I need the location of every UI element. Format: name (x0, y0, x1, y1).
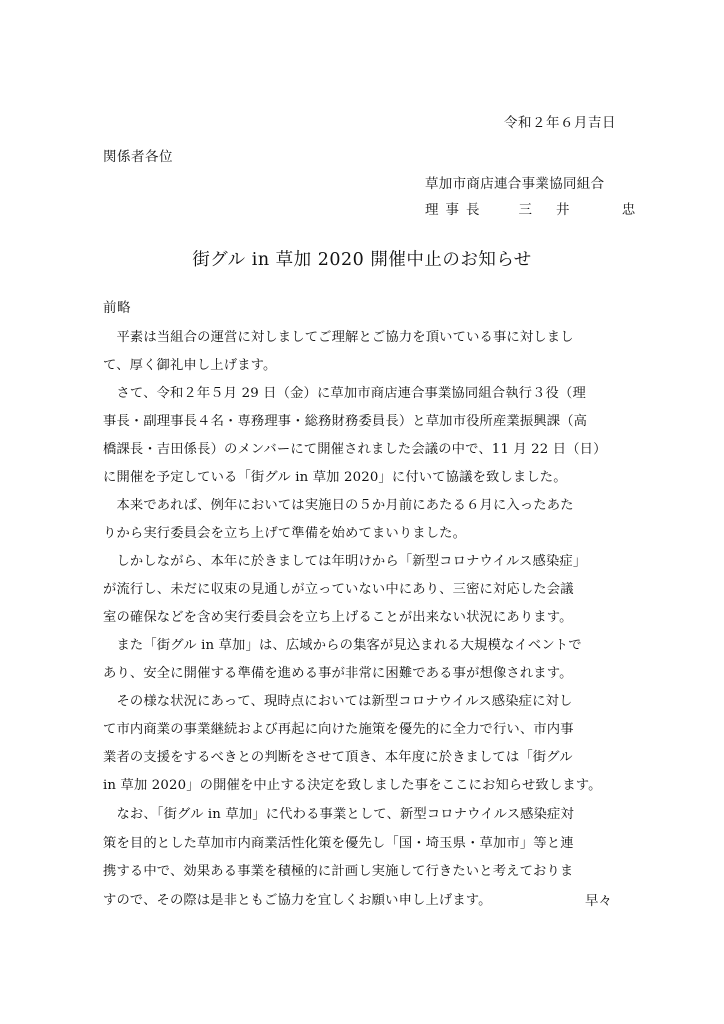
letter-date: 令和２年６月吉日 (504, 115, 616, 131)
sender-signature (425, 198, 659, 218)
body-line: なお、「街グル in 草加」に代わる事業として、新型コロナウイルス感染症対 (103, 807, 574, 822)
body-line: しかしながら、本年に於きましては年明けから「新型コロナウイルス感染症」 (103, 554, 587, 569)
body-line: また「街グル in 草加」は、広域からの集客が見込まれる大規模なイベントで (103, 638, 582, 653)
closing-remark: 早々 (585, 893, 612, 909)
body-line: in 草加 2020」の開催を中止する決定を致しました事をここにお知らせ致します。 (103, 778, 602, 793)
body-line: 携する中で、効果ある事業を積極的に計画し実施して行きたいと考えておりま (103, 864, 574, 879)
body-line: 橋課長・吉田係長）のメンバーにて開催されました会議の中で、11 月 22 日（日） (103, 442, 607, 457)
body-line: 本来であれば、例年においては実施日の５か月前にあたる６月に入ったあた (103, 498, 574, 513)
body-line: 策を目的とした草加市内商業活性化策を優先し「国・埼玉県・草加市」等と連 (103, 836, 574, 851)
recipient: 関係者各位 (103, 149, 173, 165)
sender-organization: 草加市商店連合事業協同組合 (425, 176, 605, 192)
greeting: 前略 (103, 300, 131, 316)
sender-role: 理事長 (425, 202, 487, 218)
body-line: て市内商業の事業継続および再起に向けた施策を優先的に全力で行い、市内事 (103, 722, 574, 737)
body-line: その様な状況にあって、現時点においては新型コロナウイルス感染症に対し (103, 694, 573, 709)
body-line: 室の確保などを含め実行委員会を立ち上げることが出来ない状況にあります。 (103, 610, 573, 625)
body-line: りから実行委員会を立ち上げて準備を始めてまいりました。 (103, 526, 467, 541)
body-line: 平素は当組合の運営に対しましてご理解とご協力を頂いている事に対しまし (103, 330, 574, 345)
body-line: あり、安全に開催する準備を進める事が非常に困難である事が想像されます。 (103, 666, 573, 681)
body-line: さて、令和２年５月 29 日（金）に草加市商店連合事業協同組合執行３役（理 (103, 386, 586, 401)
body-line: 業者の支援をするべきとの判断をさせて頂き、本年度に於きましては「街グル (103, 750, 573, 765)
body-line: 事長・副理事長４名・専務理事・総務財務委員長）と草加市役所産業振興課（高 (103, 414, 588, 429)
body-line: が流行し、未だに収束の見通しが立っていない中にあり、三密に対応した会議 (103, 582, 574, 597)
body-line: に開催を予定している「街グル in 草加 2020」に付いて協議を致しました。 (103, 470, 567, 485)
body-line: て、厚く御礼申し上げます。 (103, 358, 277, 373)
body-line: すので、その際は是非ともご協力を宜しくお願い申し上げます。 (103, 893, 492, 908)
sender-name: 三井 忠 (518, 202, 660, 218)
document-title: 街グル in 草加 2020 開催中止のお知らせ (192, 250, 532, 270)
